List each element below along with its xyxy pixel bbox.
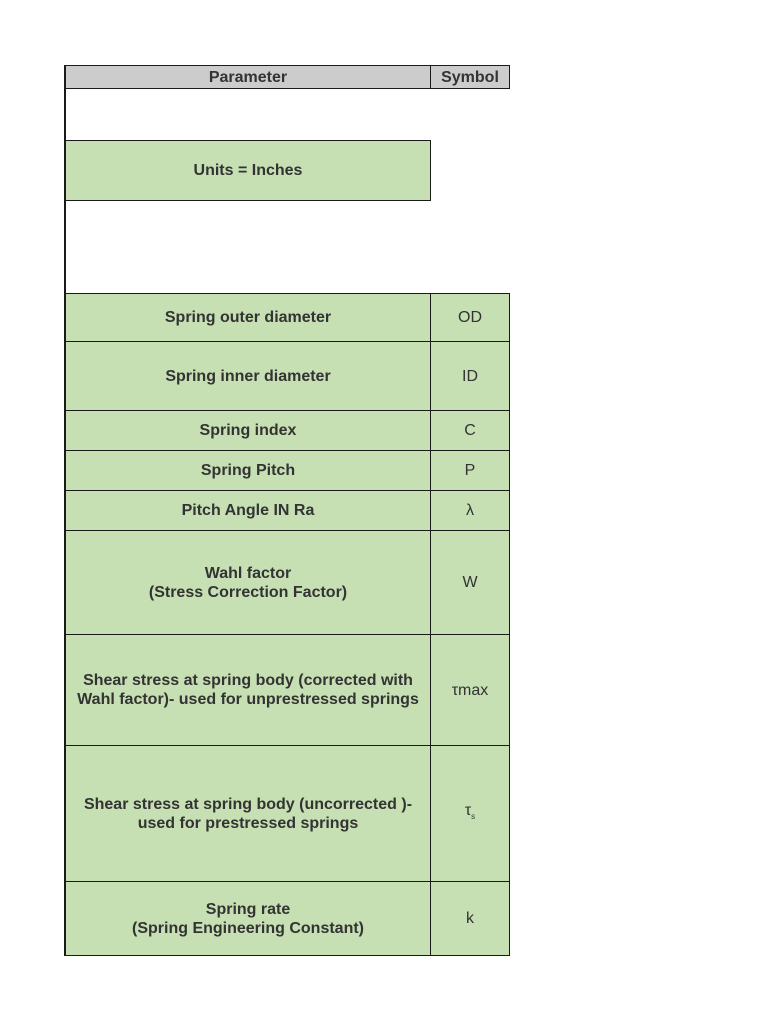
symbol-text: C	[464, 422, 476, 439]
parameter-text: Spring index	[199, 422, 297, 439]
symbol-text: τmax	[451, 681, 489, 699]
table-row-symbol	[430, 293, 510, 342]
parameter-text: Spring rate (Spring Engineering Constant)	[132, 900, 364, 937]
table-row-parameter	[65, 634, 431, 746]
units-cell	[65, 140, 431, 201]
table-row-symbol	[430, 410, 510, 451]
parameter-text: Pitch Angle IN Ra	[181, 502, 315, 519]
header-symbol-label: Symbol	[441, 68, 499, 86]
table-row-parameter	[65, 410, 431, 451]
header-parameter-label: Parameter	[208, 68, 288, 86]
table-row-parameter	[65, 745, 431, 882]
table-row-parameter	[65, 341, 431, 411]
parameter-text: Spring outer diameter	[164, 309, 332, 326]
symbol-subscript: s	[471, 812, 476, 821]
symbol-text: P	[464, 462, 476, 479]
units-label: Units = Inches	[193, 162, 303, 179]
table-row-parameter	[65, 450, 431, 491]
table-row-symbol	[430, 490, 510, 531]
table-row-symbol	[430, 881, 510, 956]
table-row-symbol	[430, 634, 510, 746]
parameter-text: Wahl factor (Stress Correction Factor)	[148, 564, 348, 601]
table-row-parameter	[65, 293, 431, 342]
symbol-text: W	[462, 574, 478, 591]
parameter-text: Spring inner diameter	[165, 367, 331, 385]
parameter-text: Shear stress at spring body (corrected with Wahl factor)- used for unprestressed springs	[77, 672, 419, 708]
table-row-parameter	[65, 490, 431, 531]
table-row-parameter	[65, 881, 431, 956]
table-row-symbol	[430, 745, 510, 882]
symbol-text: ID	[462, 367, 478, 385]
table-row-parameter	[65, 530, 431, 635]
symbol-text: OD	[458, 309, 482, 326]
table-row-symbol	[430, 450, 510, 491]
symbol-main: τ	[464, 802, 472, 819]
table-row-symbol	[430, 341, 510, 411]
parameter-text: Shear stress at spring body (uncorrected )- used for prestressed springs	[83, 795, 413, 832]
parameter-text: Spring Pitch	[200, 462, 296, 479]
symbol-text: λ	[466, 502, 474, 519]
table-row-symbol	[430, 530, 510, 635]
header-symbol	[430, 65, 510, 89]
header-parameter	[65, 65, 431, 89]
symbol-text: k	[466, 910, 474, 927]
symbol-text	[465, 801, 475, 826]
